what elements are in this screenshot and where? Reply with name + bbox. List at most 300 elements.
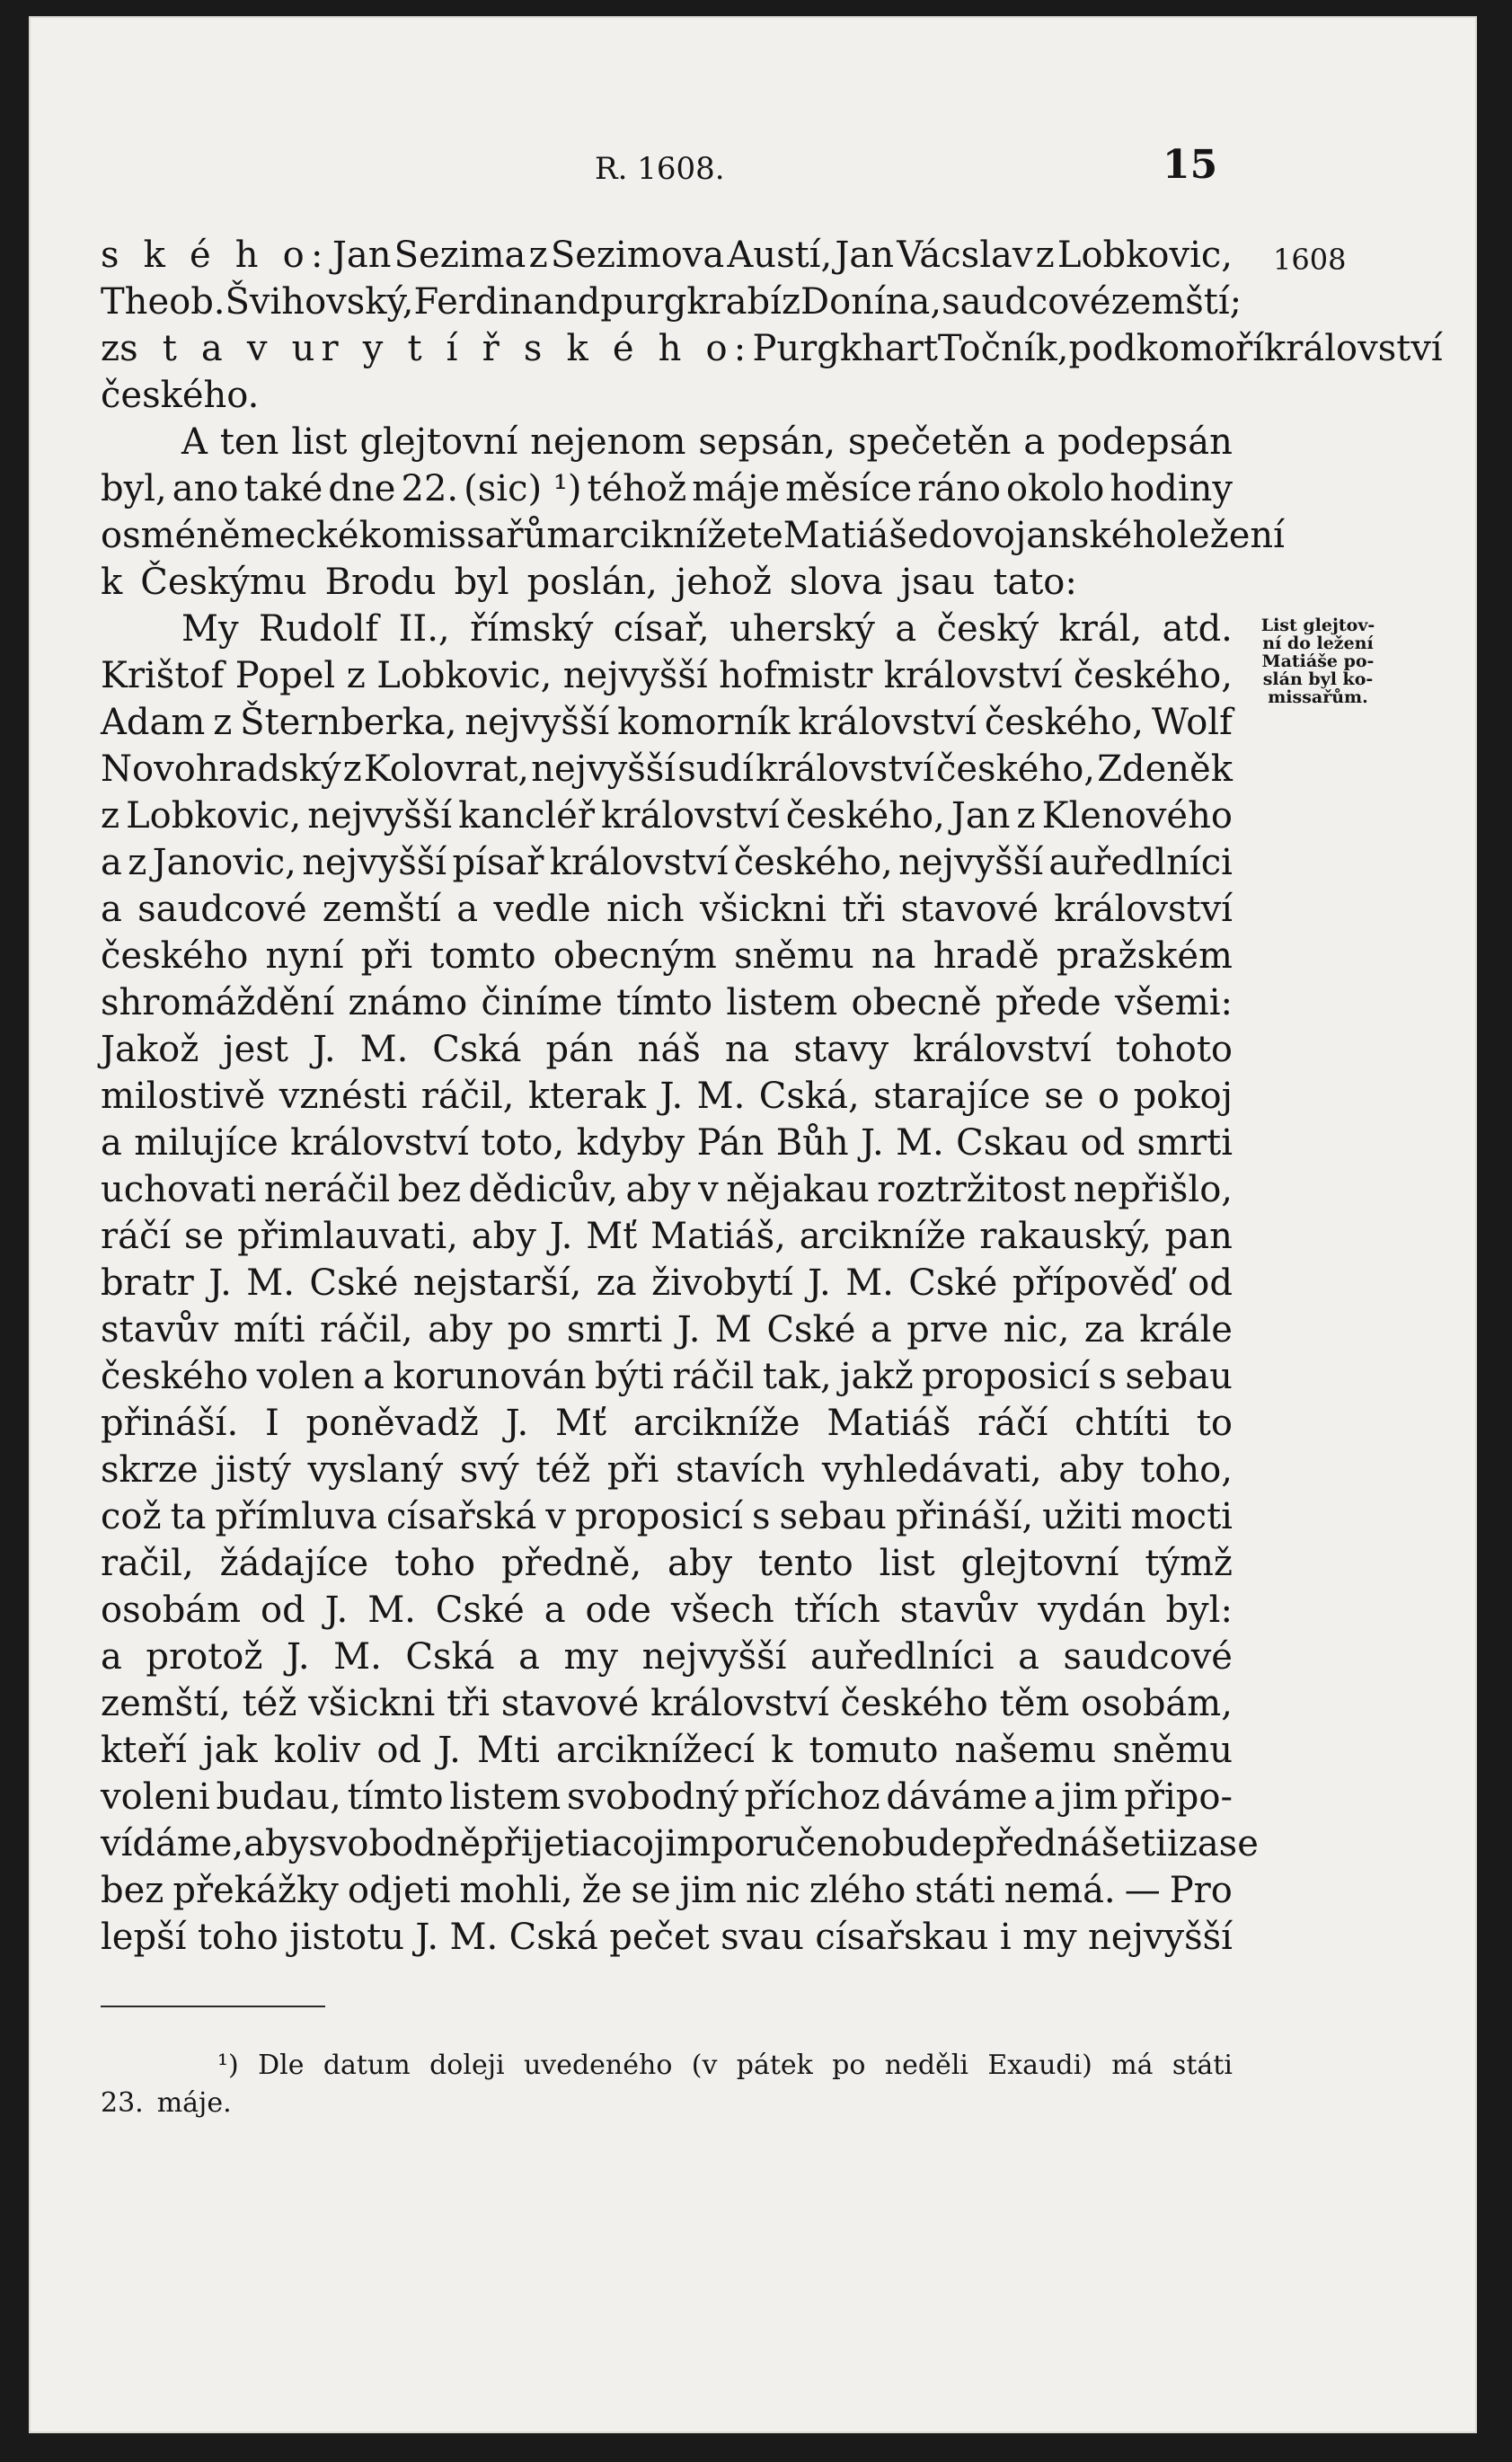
word: do <box>928 515 974 556</box>
page-number: 15 <box>1163 142 1218 188</box>
word: nejenom <box>530 421 686 463</box>
word: J. <box>549 1216 573 1257</box>
word: nějakau <box>726 1169 870 1210</box>
word: Cské <box>766 1309 856 1351</box>
word: aby <box>471 1216 536 1257</box>
word: my <box>563 1636 619 1678</box>
word: smrti <box>566 1309 663 1351</box>
word: i <box>999 1917 1012 1958</box>
word: z <box>1016 795 1036 837</box>
word: Jan <box>332 235 392 276</box>
word: jehož <box>675 562 772 603</box>
word: s <box>751 1496 771 1537</box>
word: císařská <box>385 1496 537 1537</box>
word: osobám <box>101 1590 242 1631</box>
text-line <box>101 1774 1233 1820</box>
footnote-word: uvedeného <box>523 2050 673 2081</box>
word: i <box>1166 1823 1179 1864</box>
word: při <box>606 1449 659 1491</box>
word: listem <box>726 982 838 1023</box>
word: téhož <box>587 468 687 509</box>
word: a <box>1023 421 1046 463</box>
footnote-word: neděli <box>884 2050 969 2081</box>
word: chtíti <box>1074 1403 1170 1444</box>
word: bude <box>881 1823 973 1864</box>
footnote-word: Exaudi) <box>987 2050 1092 2081</box>
word: Mť <box>586 1216 638 1257</box>
word: nejvyšší <box>1088 1917 1233 1958</box>
word: nich <box>606 889 685 930</box>
word: od <box>376 1730 422 1771</box>
word: atd. <box>1162 608 1233 650</box>
word: a <box>101 889 122 930</box>
word: M. <box>449 1917 499 1958</box>
word: M. <box>246 1262 295 1304</box>
word: stavích <box>676 1449 806 1491</box>
word: obecným <box>553 935 717 977</box>
word: stavové <box>900 889 1039 930</box>
word: M. <box>845 1262 894 1304</box>
word: sebau <box>779 1496 887 1537</box>
side-note-line: List glejtov- <box>1260 616 1375 635</box>
word: těm <box>999 1683 1070 1724</box>
text-line <box>101 1867 1233 1914</box>
word: a <box>518 1636 540 1678</box>
word: Purgkhart <box>752 328 938 369</box>
word: komissařům <box>358 515 581 556</box>
word: českého. <box>101 375 260 416</box>
word: že <box>581 1870 623 1911</box>
word: Novohradský <box>101 748 341 790</box>
side-note-line: Matiáše po- <box>1261 651 1375 671</box>
word: jakž <box>840 1356 914 1397</box>
word: poslán, <box>526 562 658 603</box>
text-line <box>101 1493 1233 1540</box>
word: J. <box>324 1590 349 1631</box>
word: hodiny <box>1110 468 1233 509</box>
word: též <box>242 1683 297 1724</box>
word: nejvyšší <box>641 1636 787 1678</box>
word: tímto <box>616 982 713 1023</box>
word: my <box>1022 1917 1077 1958</box>
text-line <box>101 559 1233 606</box>
word: byl: <box>1165 1590 1233 1631</box>
word: zase <box>1178 1823 1259 1864</box>
word: činíme <box>481 982 603 1023</box>
word: protož <box>146 1636 263 1678</box>
word: náš <box>637 1029 701 1070</box>
word: ráčí <box>101 1216 172 1257</box>
word: zemští; <box>1110 281 1242 323</box>
word: Cské <box>435 1590 525 1631</box>
margin-side-note <box>1237 616 1399 706</box>
word: českého, <box>1073 655 1233 696</box>
word: Vácslav <box>897 235 1033 276</box>
word: volen <box>256 1356 355 1397</box>
footnote-word: máje. <box>156 2087 232 2119</box>
word: nejvyšší <box>562 655 708 696</box>
word: Donína, <box>800 281 942 323</box>
word: Šternberka, <box>240 702 457 743</box>
word: tomto <box>429 935 536 977</box>
text-line <box>101 512 1285 559</box>
word: z <box>101 795 120 837</box>
word: jistotu <box>289 1917 404 1958</box>
word: a <box>590 1823 613 1864</box>
word: žádajíce <box>219 1543 369 1584</box>
word: svobodně <box>308 1823 482 1864</box>
word: J. <box>312 1029 336 1070</box>
word: jim <box>679 1870 737 1911</box>
word: českého, <box>785 795 945 837</box>
word: pan <box>1164 1216 1233 1257</box>
word: a <box>101 1636 122 1678</box>
word: toho <box>197 1917 279 1958</box>
word: vedle <box>493 889 591 930</box>
text-line <box>101 933 1233 979</box>
word: Mť <box>555 1403 607 1444</box>
text-line <box>101 1400 1233 1447</box>
word: byl, <box>101 468 167 509</box>
word: býti <box>595 1356 665 1397</box>
text-line <box>101 279 1242 325</box>
word: Sezimova <box>550 235 725 276</box>
word: neráčil <box>263 1169 391 1210</box>
word: komorník <box>617 702 791 743</box>
word: aby <box>625 1169 691 1210</box>
word: jak <box>203 1730 258 1771</box>
word: J. <box>505 1403 529 1444</box>
word: Lobkovic, <box>1057 235 1233 276</box>
word: J. <box>208 1262 232 1304</box>
word: tři <box>842 889 886 930</box>
footnotes <box>101 2047 1233 2122</box>
word: živobytí <box>651 1262 793 1304</box>
word: vznésti <box>279 1076 408 1117</box>
word: přede <box>995 982 1101 1023</box>
word: arciknížete <box>580 515 783 556</box>
word: království <box>290 1122 469 1164</box>
word: jim <box>1061 1776 1119 1818</box>
word: z <box>781 281 801 323</box>
text-line <box>101 232 1233 279</box>
word: dědicův, <box>468 1169 619 1210</box>
word: to <box>1196 1403 1233 1444</box>
word: shromáždění <box>101 982 335 1023</box>
footnote-line <box>101 2047 1233 2085</box>
word: Cskau <box>956 1122 1069 1164</box>
text-line <box>101 699 1233 746</box>
word: M. <box>367 1590 416 1631</box>
word: království <box>601 795 780 837</box>
text-line <box>101 839 1233 886</box>
word: nic, <box>1003 1309 1070 1351</box>
word: Jan <box>835 235 895 276</box>
word: a <box>1033 1776 1056 1818</box>
word: míti <box>233 1309 305 1351</box>
word: saudcové <box>1063 1636 1233 1678</box>
word: Austí, <box>727 235 833 276</box>
text-line <box>101 652 1233 699</box>
word: ráčí <box>977 1403 1048 1444</box>
word: list <box>879 1543 935 1584</box>
word: stavy <box>793 1029 889 1070</box>
word: smrti <box>1136 1122 1233 1164</box>
side-note-line: slán byl ko- <box>1262 669 1374 689</box>
word: sněmu <box>1112 1730 1233 1771</box>
word: II., <box>398 608 450 650</box>
word: království <box>798 702 977 743</box>
footnote-word: po <box>832 2050 866 2081</box>
word: pražském <box>1056 935 1233 977</box>
word: předně, <box>501 1543 642 1584</box>
word: přináší. <box>101 1403 239 1444</box>
word: Cská, <box>758 1076 860 1117</box>
word: Theob. <box>101 281 225 323</box>
word: s <box>1098 1356 1118 1397</box>
word: poněvadž <box>305 1403 479 1444</box>
word: ležení <box>1177 515 1285 556</box>
word: M. <box>333 1636 382 1678</box>
word: ano <box>172 468 239 509</box>
word: a <box>363 1356 385 1397</box>
word: ráčil, <box>420 1076 515 1117</box>
word: přednášeti <box>972 1823 1167 1864</box>
word: český <box>936 608 1039 650</box>
text-line <box>101 419 1233 465</box>
word: Zdeněk <box>1097 748 1233 790</box>
word: máje <box>692 468 781 509</box>
word: království <box>1264 328 1443 369</box>
word: k <box>101 562 123 603</box>
word: račil, <box>101 1543 194 1584</box>
word: českého, <box>935 748 1096 790</box>
word: v <box>698 1169 719 1210</box>
word: Brodu <box>324 562 437 603</box>
word: jistý <box>215 1449 291 1491</box>
word: vyhledávati, <box>821 1449 1042 1491</box>
text-line <box>101 746 1233 793</box>
word: J. <box>808 1262 831 1304</box>
word: uherský <box>729 608 875 650</box>
word: slova <box>789 562 883 603</box>
word: a <box>456 889 479 930</box>
word: zlého <box>809 1870 906 1911</box>
word: krále <box>1139 1309 1233 1351</box>
word: aby <box>1058 1449 1124 1491</box>
word: I <box>264 1403 279 1444</box>
text-line <box>101 1213 1233 1260</box>
word: pečet <box>609 1917 710 1958</box>
text-line <box>101 793 1233 839</box>
word: My <box>181 608 239 650</box>
word: přináší, <box>895 1496 1034 1537</box>
word: J. <box>659 1076 684 1117</box>
word: purgkrabí <box>600 281 782 323</box>
word: (sic) ¹) <box>464 468 582 509</box>
word: kancléř <box>458 795 595 837</box>
word: tři <box>447 1683 491 1724</box>
document-page <box>29 16 1477 2433</box>
word: z <box>528 235 548 276</box>
text-line <box>101 979 1233 1026</box>
word: nejstarší, <box>412 1262 582 1304</box>
word: Sezima <box>393 235 526 276</box>
word: roztržitost <box>877 1169 1066 1210</box>
word: k <box>771 1730 793 1771</box>
word: J. <box>438 1730 461 1771</box>
page-header <box>29 142 1477 196</box>
word: ráno <box>917 468 1001 509</box>
word: vídáme, <box>101 1823 244 1864</box>
word: kteří <box>101 1730 187 1771</box>
word: království <box>883 655 1063 696</box>
word: nejvyšší <box>302 842 447 883</box>
text-line <box>101 1166 1233 1213</box>
word: našemu <box>954 1730 1097 1771</box>
word: při <box>360 935 413 977</box>
word: podepsán <box>1057 421 1233 463</box>
word: přijeti <box>481 1823 591 1864</box>
word: Cské <box>908 1262 998 1304</box>
word: s k é h o: <box>101 235 330 276</box>
word: auředlníci <box>1048 842 1233 883</box>
word: bratr <box>101 1262 194 1304</box>
footnote-divider <box>101 2006 325 2007</box>
text-line <box>101 1587 1233 1634</box>
word: Ferdinand <box>413 281 601 323</box>
word: nyní <box>265 935 344 977</box>
text-line <box>101 1680 1233 1727</box>
word: Pán <box>696 1122 765 1164</box>
word: Lobkovic, <box>376 655 553 696</box>
word: se <box>631 1870 671 1911</box>
word: na <box>871 935 916 977</box>
text-line <box>101 372 1233 419</box>
word: M. <box>359 1029 409 1070</box>
word: na <box>724 1029 770 1070</box>
text-line <box>101 1634 1233 1680</box>
word: císařskau <box>815 1917 989 1958</box>
word: Matiáš <box>827 1403 951 1444</box>
word: Pro <box>1169 1870 1233 1911</box>
word: glejtovní <box>960 1543 1119 1584</box>
word: království <box>1054 889 1233 930</box>
word: listem <box>449 1776 561 1818</box>
word: M. <box>696 1076 746 1117</box>
word: stavové <box>500 1683 640 1724</box>
word: kdyby <box>576 1122 685 1164</box>
word: měsíce <box>785 468 913 509</box>
word: M <box>714 1309 752 1351</box>
word: glejtovní <box>359 421 518 463</box>
word: proposicí <box>574 1496 743 1537</box>
word: z <box>101 328 120 369</box>
word: všemi: <box>1114 982 1233 1023</box>
word: německé <box>196 515 359 556</box>
word: jsau <box>900 562 976 603</box>
word: Adam <box>101 702 206 743</box>
word: J. <box>676 1309 701 1351</box>
word: aby <box>243 1823 309 1864</box>
word: dne <box>328 468 396 509</box>
word: císař, <box>613 608 710 650</box>
word: z <box>346 655 366 696</box>
word: sudí <box>677 748 754 790</box>
word: římský <box>470 608 594 650</box>
word: proposicí <box>922 1356 1091 1397</box>
word: království <box>756 748 934 790</box>
word: hofmistr <box>719 655 873 696</box>
text-line <box>101 1260 1233 1306</box>
word: arcikníže <box>632 1403 800 1444</box>
text-line <box>101 1727 1233 1774</box>
word: z <box>342 748 362 790</box>
word: Jan <box>951 795 1011 837</box>
text-line <box>101 1073 1233 1120</box>
word: jest <box>223 1029 288 1070</box>
word: voleni <box>101 1776 210 1818</box>
word: koliv <box>273 1730 361 1771</box>
word: v <box>545 1496 566 1537</box>
text-line <box>101 465 1233 512</box>
word: nejvyšší <box>464 702 610 743</box>
word: vydán <box>1038 1590 1146 1631</box>
word: A <box>181 421 208 463</box>
word: toho, <box>1140 1449 1233 1491</box>
word: užiti <box>1042 1496 1122 1537</box>
word: arciknížecí <box>556 1730 755 1771</box>
word: dáváme <box>886 1776 1028 1818</box>
word: a <box>870 1309 892 1351</box>
word: poručeno <box>711 1823 882 1864</box>
word: vojanského <box>973 515 1178 556</box>
word: zemští <box>322 889 441 930</box>
running-head: R. 1608. <box>595 151 725 187</box>
word: svau <box>721 1917 804 1958</box>
word: týmž <box>1145 1543 1233 1584</box>
word: co <box>612 1823 654 1864</box>
word: starajíce <box>873 1076 1030 1117</box>
word: nejvyšší <box>531 748 676 790</box>
word: a <box>101 842 122 883</box>
text-line <box>101 1353 1233 1400</box>
word: království <box>913 1029 1092 1070</box>
footnote-word: 23. <box>101 2087 144 2119</box>
word: písař <box>452 842 544 883</box>
word: připo- <box>1124 1776 1233 1818</box>
word: aby <box>428 1309 493 1351</box>
word: list <box>291 421 348 463</box>
word: sepsán, <box>698 421 836 463</box>
word: království <box>549 842 729 883</box>
word: podkomoří <box>1068 328 1265 369</box>
word: Lobkovic, <box>126 795 302 837</box>
word: českého <box>101 935 249 977</box>
word: od <box>261 1590 305 1631</box>
word: M. <box>896 1122 944 1164</box>
word: ta <box>170 1496 207 1537</box>
word: toho <box>394 1543 476 1584</box>
word: pán <box>545 1029 614 1070</box>
word: a <box>544 1590 566 1631</box>
word: za <box>596 1262 637 1304</box>
word: odjeti <box>347 1870 451 1911</box>
word: též <box>535 1449 591 1491</box>
margin-year: 1608 <box>1273 243 1347 277</box>
word: Krištof <box>101 655 225 696</box>
word: lepší <box>101 1917 187 1958</box>
